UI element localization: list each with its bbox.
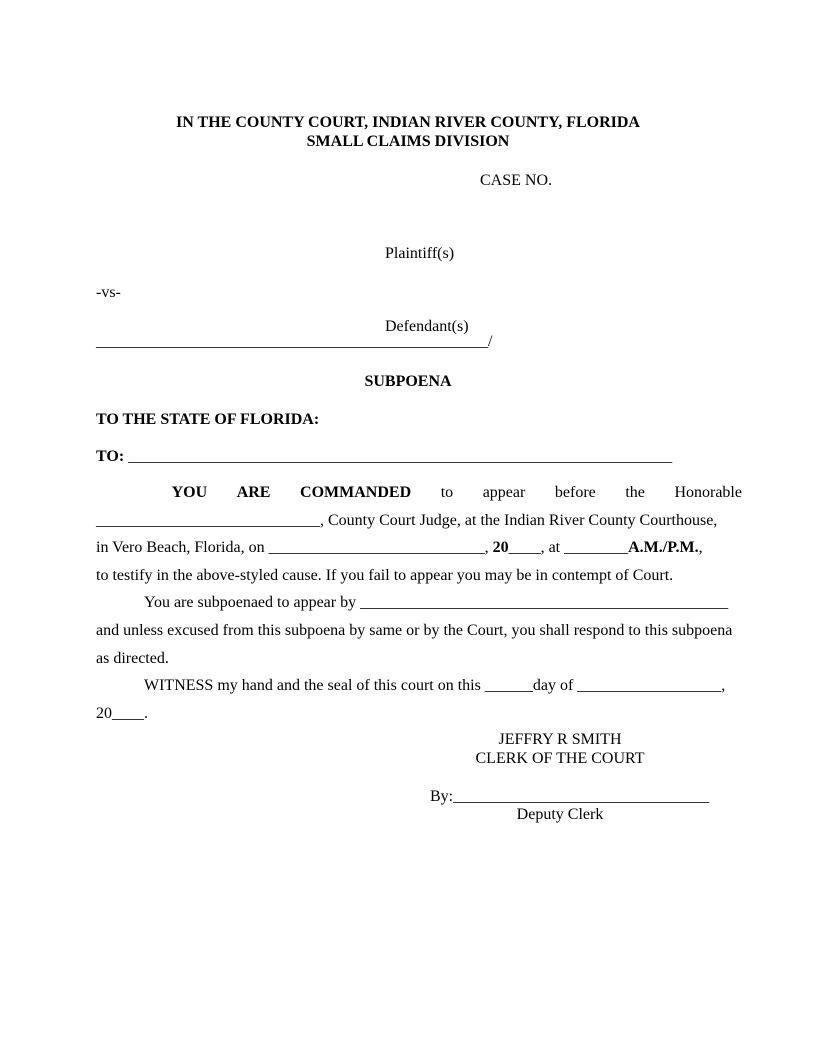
witness-year-line [96,704,148,723]
command-word: ARE [236,484,271,501]
year-prefix: 20 [492,539,509,556]
witness-period: . [144,705,148,722]
deputy-clerk-label: Deputy Clerk [516,806,604,823]
month-blank-field[interactable]: __________________ [577,677,722,694]
ampm-label: A.M./P.M. [628,539,699,556]
command-word: to [440,484,454,501]
command-line2-text: , County Court Judge, at the Indian River County Courthouse, [320,512,718,529]
comma-separator: , [484,539,493,556]
by-label: By: [430,788,454,805]
command-line2 [96,511,717,530]
clerk-title: CLERK OF THE COURT [475,750,645,767]
to-label: TO: [96,448,129,465]
to-blank-field[interactable]: ____________________________________________________________________ [128,448,673,465]
appear-by-blank-field[interactable]: ______________________________________________ [360,594,729,611]
command-line3-prefix: in Vero Beach, Florida, on [96,539,269,556]
command-line4: to testify in the above-styled cause. If you fail to appear you may be in contempt of Court. [96,567,674,584]
command-line1 [96,483,742,502]
witness-line1-comma: , [721,677,726,694]
judge-name-blank-field[interactable]: ____________________________ [96,512,320,529]
command-word: appear [482,484,526,501]
court-header-line2: SMALL CLAIMS DIVISION [306,133,510,150]
trailing-comma: , [698,539,703,556]
caption-divider-slash: / [488,333,493,350]
appear-line1 [96,593,728,612]
clerk-name: JEFFRY R SMITH [498,731,622,748]
command-word: COMMANDED [300,484,412,501]
time-blank-field[interactable]: ________ [564,539,629,556]
witness-line1-text: WITNESS my hand and the seal of this court on this [144,677,485,694]
appear-line1-text: You are subpoenaed to appear by [144,594,361,611]
at-text: , at [540,539,565,556]
command-word: before [554,484,596,501]
vs-label: -vs- [96,284,121,301]
caption-divider-line: _________________________________________________ [96,333,488,350]
command-word: the [625,484,645,501]
defendant-label: Defendant(s) [385,318,469,335]
witness-year-blank-field[interactable]: ____ [112,705,144,722]
command-word: Honorable [674,484,742,501]
appear-line3: as directed. [96,650,169,667]
command-word: YOU [171,484,208,501]
date-blank-field[interactable]: ___________________________ [268,539,485,556]
by-signature-blank-field[interactable]: ________________________________ [453,788,710,805]
court-header-line1: IN THE COUNTY COURT, INDIAN RIVER COUNTY, FLORIDA [176,114,640,131]
document-title: SUBPOENA [364,373,452,390]
by-line [430,787,709,806]
witness-year-prefix: 20 [96,705,112,722]
appear-line2: and unless excused from this subpoena by same or by the Court, you shall respond to this subpoena [96,622,733,639]
year-blank-field[interactable]: ____ [508,539,541,556]
case-no-label: CASE NO. [480,172,553,189]
state-heading: TO THE STATE OF FLORIDA: [96,411,320,428]
to-line [96,447,672,466]
plaintiff-label: Plaintiff(s) [385,245,455,262]
command-line3 [96,538,703,557]
day-blank-field[interactable]: ______ [484,677,533,694]
day-of-text: day of [532,677,578,694]
caption-divider [96,332,492,351]
witness-line1 [96,676,725,695]
